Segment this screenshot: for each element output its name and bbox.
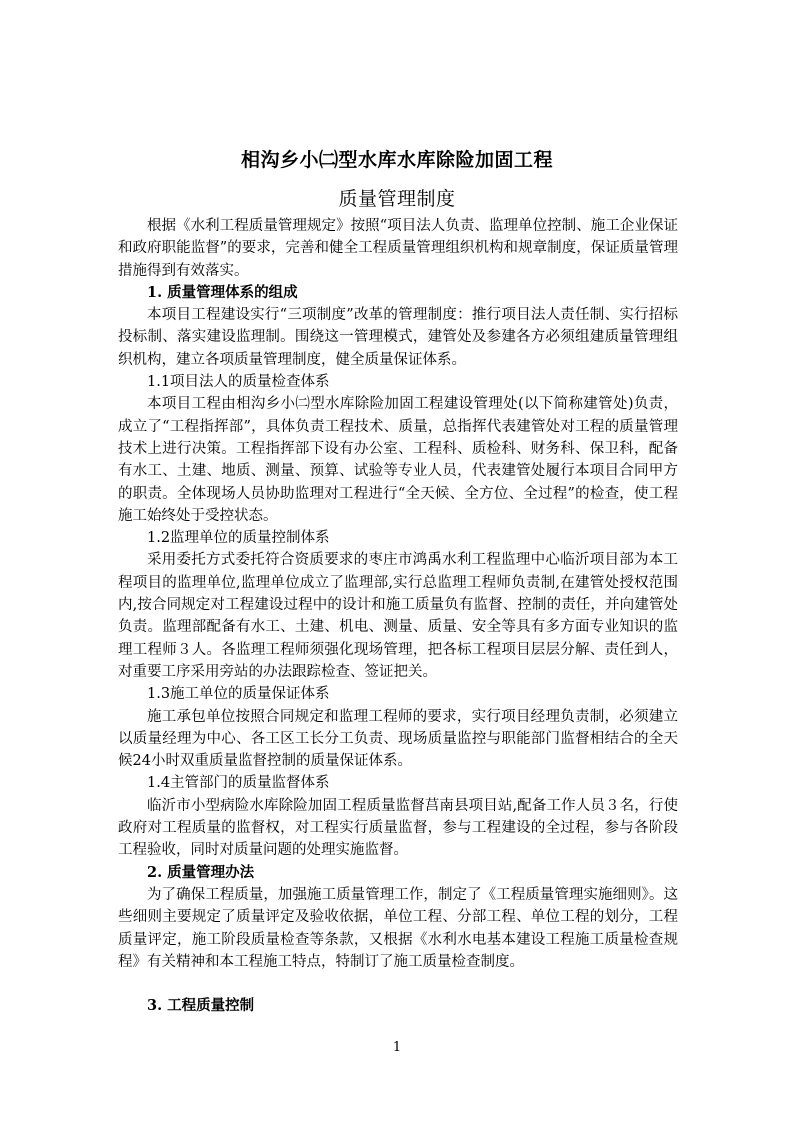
- blank-line: [118, 973, 678, 995]
- subsection-heading-1-4: 1.4主管部门的质量监督体系: [147, 775, 330, 792]
- section-heading-1: 1. 质量管理体系的组成: [147, 283, 298, 301]
- intro-paragraph: 根据《水利工程质量管理规定》按照“项目法人负责、监理单位控制、施工企业保证和政府职能监督”的要求，完善和健全工程质量管理组织机构和规章制度，保证质量管理措施得到有效落实。: [118, 218, 678, 279]
- section-heading-3: 3. 工程质量控制: [147, 997, 255, 1015]
- subsection-1-1-paragraph: 本项目工程由相沟乡小㈡型水库除险加固工程建设管理处(以下简称建管处)负责，成立了“工程指挥部”，具体负责工程技术、质量，总指挥代表建管处对工程的质量管理技术上进行决策。工程指挥部下设有办公室、工程科、质检科、财务科、保卫科，配备有水工、土建、地质、测量、预算、试验等专业人员，代表建管处履行本项目合同甲方的职责。全体现场人员协助监理对工程进行“全天候、全方位、全过程”的检查，使工程施工始终处于受控状态。: [118, 396, 678, 524]
- section-2-paragraph: 为了确保工程质量，加强施工质量管理工作，制定了《工程质量管理实施细则》。这些细则主要规定了质量评定及验收依据，单位工程、分部工程、单位工程的划分，工程质量评定，施工阶段质量检查等条款，又根据《水利水电基本建设工程施工质量检查规程》有关精神和本工程施工特点，特制订了施工质量检查制度。: [118, 886, 678, 970]
- document-subtitle: 质量管理制度: [338, 188, 456, 210]
- subsection-1-2-paragraph: 采用委托方式委托符合资质要求的枣庄市鸿禹水利工程监理中心临沂项目部为本工程项目的监理单位,监理单位成立了监理部,实行总监理工程师负责制,在建管处授权范围内,按合同规定对工程建设过程中的设计和施工质量负有监督、控制的责任，并向建管处负责。监理部配备有水工、土建、机电、测量、质量、安全等具有多方面专业知识的监理工程师３人。各监理工程师须强化现场管理，把各标工程项目层层分解、责任到人，对重要工序采用旁站的办法跟踪检查、签证把关。: [118, 552, 678, 680]
- subsection-1-4-paragraph: 临沂市小型病险水库除险加固工程质量监督莒南县项目站,配备工作人员３名，行使政府对工程质量的监督权，对工程实行质量监督，参与工程建设的全过程，参与各阶段工程验收，同时对质量问题的处理实施监督。: [118, 797, 678, 859]
- document-title: 相沟乡小㈡型水库水库除险加固工程: [240, 149, 553, 171]
- section-heading-2: 2. 质量管理办法: [147, 863, 255, 881]
- subsection-1-3-paragraph: 施工承包单位按照合同规定和监理工程师的要求，实行项目经理负责制，必须建立以质量经理为中心、各工区工长分工负责、现场质量监控与职能部门监督相结合的全天候24小时双重质量监督控制的质量保证体系。: [118, 708, 678, 770]
- page-number: 1: [392, 1040, 402, 1055]
- subsection-heading-1-3: 1.3施工单位的质量保证体系: [147, 686, 330, 703]
- section-1-paragraph: 本项目工程建设实行“三项制度”改革的管理制度：推行项目法人责任制、实行招标投标制、落实建设监理制。围绕这一管理模式，建管处及参建各方必须组建质量管理组织机构，建立各项质量管理制度，健全质量保证体系。: [118, 307, 678, 368]
- document-body: [118, 215, 678, 1017]
- subsection-heading-1-1: 1.1项目法人的质量检查体系: [147, 374, 330, 391]
- subsection-heading-1-2: 1.2监理单位的质量控制体系: [147, 530, 330, 547]
